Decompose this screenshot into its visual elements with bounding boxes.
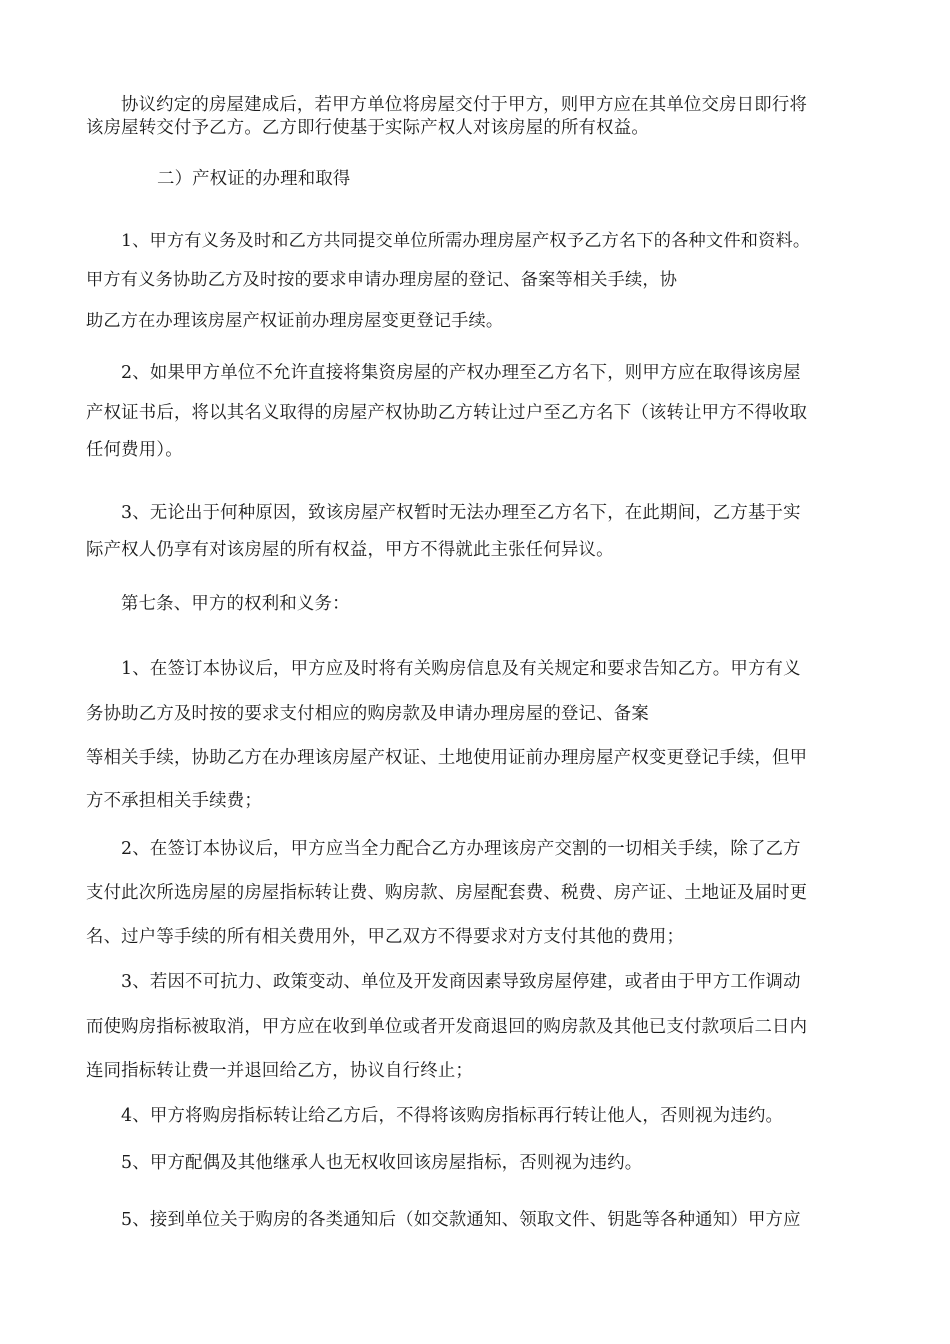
- paragraph-line: 等相关手续，协助乙方在办理该房屋产权证、土地使用证前办理房屋产权变更登记手续，但甲: [86, 748, 808, 768]
- article-heading: 第七条、甲方的权利和义务：: [121, 594, 350, 614]
- paragraph-line: 协议约定的房屋建成后，若甲方单位将房屋交付于甲方，则甲方应在其单位交房日即行将: [121, 95, 808, 115]
- paragraph-line: 该房屋转交付予乙方。乙方即行使基于实际产权人对该房屋的所有权益。: [86, 118, 649, 138]
- paragraph-line: 任何费用）。: [86, 440, 183, 460]
- paragraph-line: 5、接到单位关于购房的各类通知后（如交款通知、领取文件、钥匙等各种通知）甲方应: [121, 1210, 801, 1230]
- paragraph-line: 而使购房指标被取消，甲方应在收到单位或者开发商退回的购房款及其他已支付款项后二日内: [86, 1017, 808, 1037]
- paragraph-line: 2、在签订本协议后，甲方应当全力配合乙方办理该房产交割的一切相关手续，除了乙方: [121, 839, 801, 859]
- paragraph-line: 5、甲方配偶及其他继承人也无权收回该房屋指标，否则视为违约。: [121, 1153, 643, 1173]
- paragraph-line: 3、无论出于何种原因，致该房屋产权暂时无法办理至乙方名下，在此期间，乙方基于实: [121, 503, 801, 523]
- paragraph-line: 连同指标转让费一并退回给乙方，协议自行终止；: [86, 1061, 473, 1081]
- paragraph-line: 务协助乙方及时按的要求支付相应的购房款及申请办理房屋的登记、备案: [86, 704, 649, 724]
- paragraph-line: 3、若因不可抗力、政策变动、单位及开发商因素导致房屋停建，或者由于甲方工作调动: [121, 972, 801, 992]
- paragraph-line: 助乙方在办理该房屋产权证前办理房屋变更登记手续。: [86, 311, 504, 331]
- paragraph-line: 2、如果甲方单位不允许直接将集资房屋的产权办理至乙方名下，则甲方应在取得该房屋: [121, 363, 801, 383]
- paragraph-line: 1、甲方有义务及时和乙方共同提交单位所需办理房屋产权予乙方名下的各种文件和资料。: [121, 231, 811, 251]
- paragraph-line: 4、甲方将购房指标转让给乙方后，不得将该购房指标再行转让他人，否则视为违约。: [121, 1106, 784, 1126]
- paragraph-line: 1、在签订本协议后，甲方应及时将有关购房信息及有关规定和要求告知乙方。甲方有义: [121, 659, 801, 679]
- paragraph-line: 产权证书后，将以其名义取得的房屋产权协助乙方转让过户至乙方名下（该转让甲方不得收取: [86, 403, 808, 423]
- paragraph-line: 名、过户等手续的所有相关费用外，甲乙双方不得要求对方支付其他的费用；: [86, 927, 685, 947]
- paragraph-line: 甲方有义务协助乙方及时按的要求申请办理房屋的登记、备案等相关手续，协: [86, 270, 678, 290]
- paragraph-line: 方不承担相关手续费；: [86, 791, 262, 811]
- section-heading: 二）产权证的办理和取得: [157, 169, 351, 189]
- paragraph-line: 支付此次所选房屋的房屋指标转让费、购房款、房屋配套费、税费、房产证、土地证及届时更: [86, 883, 808, 903]
- paragraph-line: 际产权人仍享有对该房屋的所有权益，甲方不得就此主张任何异议。: [86, 540, 614, 560]
